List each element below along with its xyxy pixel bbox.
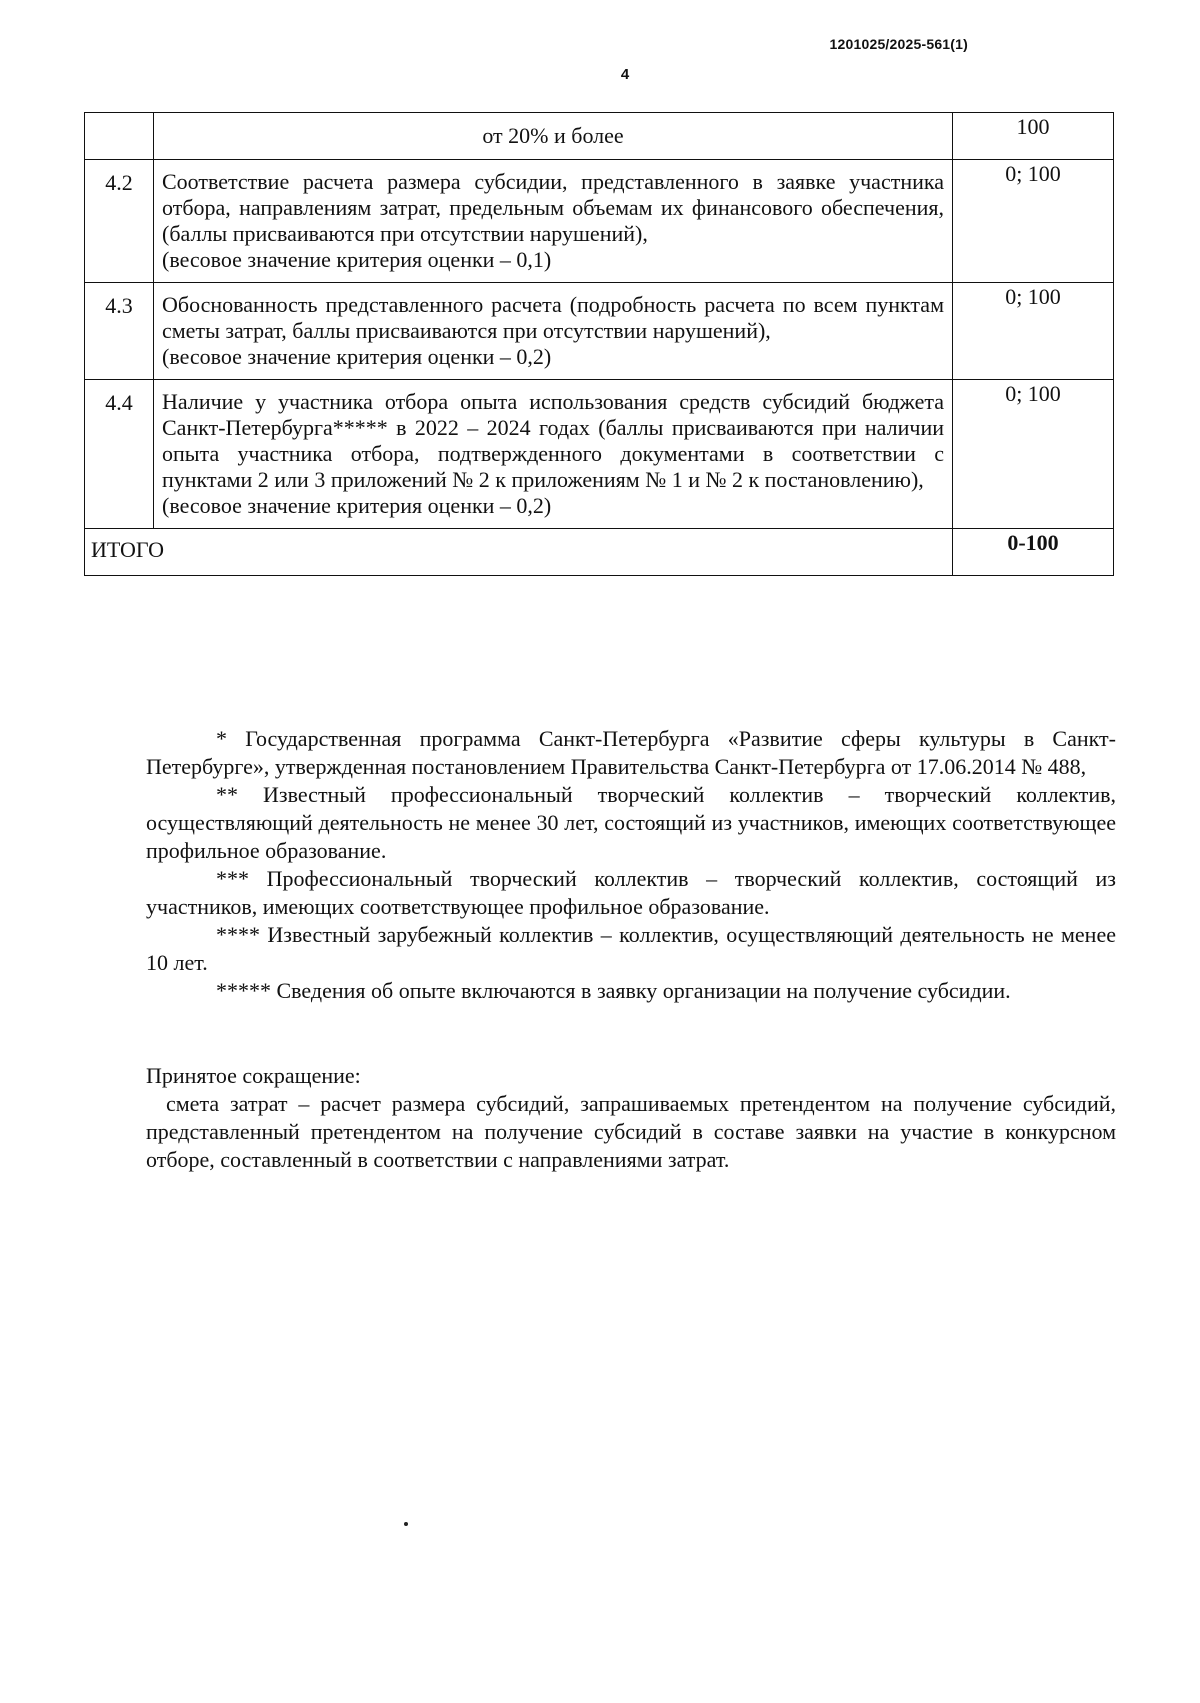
row-number: 4.4 — [85, 380, 154, 529]
row-number — [85, 113, 154, 160]
row-number: 4.3 — [85, 283, 154, 380]
footnote: * Государственная программа Санкт-Петербурга «Развитие сферы культуры в Санкт-Петербурге», утвержденная постановлением Правительства Санкт-Петербурга от 17.06.2014 № 488, — [146, 726, 1116, 779]
criteria-table — [84, 112, 1114, 576]
table-row — [85, 160, 1114, 283]
row-description-cell — [154, 380, 953, 529]
row-description: Соответствие расчета размера субсидии, представленного в заявке участника отбора, направлениям затрат, предельным объемам их финансового обеспечения, (баллы присваиваются при отсутствии нарушений), — [162, 169, 944, 246]
row-score: 100 — [953, 113, 1114, 160]
total-label: ИТОГО — [85, 529, 953, 576]
table-row — [85, 113, 1114, 160]
footnote: ** Известный профессиональный творческий коллектив – творческий коллектив, осуществляющий деятельность не менее 30 лет, состоящий из участников, имеющих соответствующее профильное образование. — [146, 782, 1116, 863]
row-description-cell — [154, 283, 953, 380]
stray-dot-mark — [404, 1522, 408, 1526]
table-row — [85, 380, 1114, 529]
table-total-row — [85, 529, 1114, 576]
row-score: 0; 100 — [953, 380, 1114, 529]
row-description: Наличие у участника отбора опыта использования средств субсидий бюджета Санкт-Петербурга***** в 2022 – 2024 годах (баллы присваиваются при наличии опыта участника отбора, подтвержденного документами в соответствии с пунктами 2 или 3 приложений № 2 к приложениям № 1 и № 2 к постановлению), — [162, 389, 944, 492]
table-row — [85, 283, 1114, 380]
abbreviations-title: Принятое сокращение: — [146, 1063, 361, 1088]
row-weight: (весовое значение критерия оценки – 0,2) — [162, 344, 552, 369]
page-number: 4 — [620, 66, 630, 83]
row-score: 0; 100 — [953, 283, 1114, 380]
total-score: 0-100 — [953, 529, 1114, 576]
row-number: 4.2 — [85, 160, 154, 283]
row-weight: (весовое значение критерия оценки – 0,1) — [162, 247, 552, 272]
footnote: **** Известный зарубежный коллектив – коллектив, осуществляющий деятельность не менее 10 лет. — [146, 922, 1116, 975]
footnote: *** Профессиональный творческий коллектив – творческий коллектив, состоящий из участников, имеющих соответствующее профильное образование. — [146, 866, 1116, 919]
document-code: 1201025/2025-561(1) — [829, 36, 968, 52]
row-score: 0; 100 — [953, 160, 1114, 283]
footnotes — [146, 725, 1116, 1005]
row-weight: (весовое значение критерия оценки – 0,2) — [162, 493, 552, 518]
abbreviations-section — [146, 1062, 1116, 1174]
abbreviation-definition: смета затрат – расчет размера субсидий, запрашиваемых претендентом на получение субсидий, представленный претендентом на получение субсидий в составе заявки на участие в конкурсном отборе, составленный в соответствии с направлениями затрат. — [146, 1091, 1116, 1172]
row-description: от 20% и более — [154, 113, 953, 160]
row-description: Обоснованность представленного расчета (подробность расчета по всем пунктам сметы затрат, баллы присваиваются при отсутствии нарушений), — [162, 292, 944, 343]
row-description-cell — [154, 160, 953, 283]
footnote: ***** Сведения об опыте включаются в заявку организации на получение субсидии. — [216, 978, 1011, 1003]
